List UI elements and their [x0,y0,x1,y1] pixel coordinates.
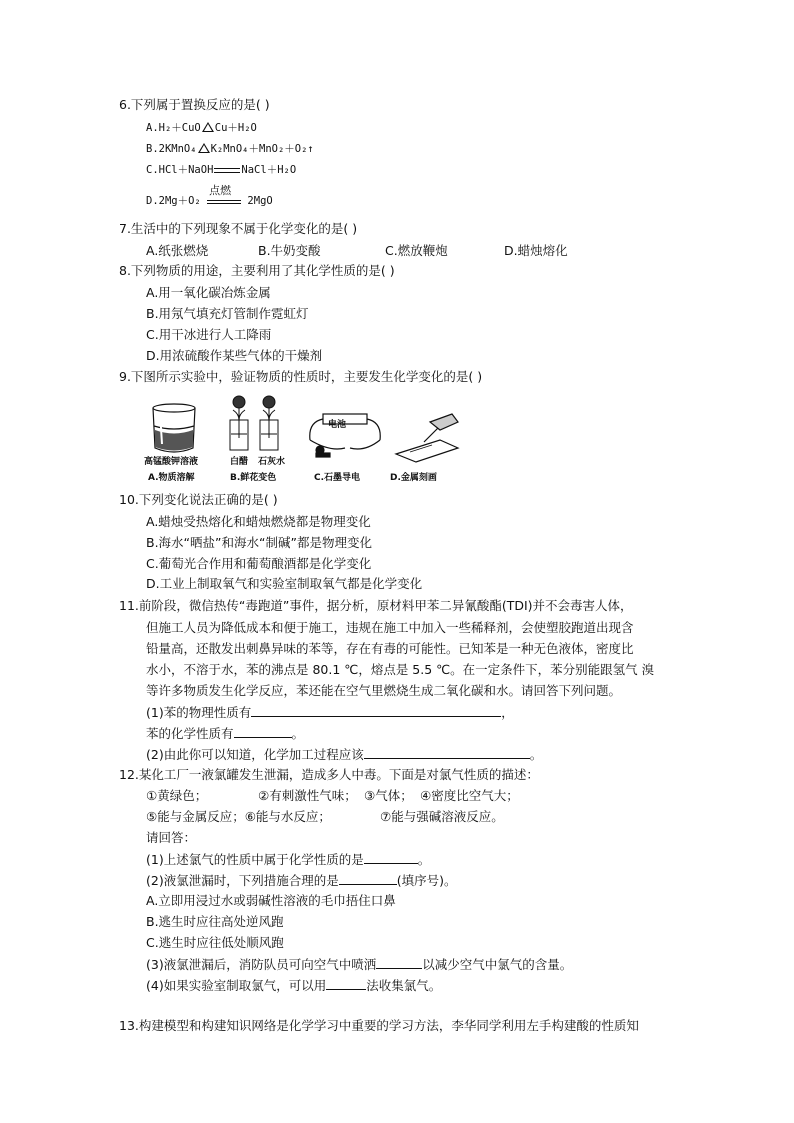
q12-prop: ②有刺激性气味； [258,788,357,803]
q11-line: 但施工人员为降低成本和便于施工，违规在施工中加入一些稀释剂，会使塑胶跑道出现含 [146,620,634,635]
q13-stem: 13.构建模型和构建知识网络是化学学习中重要的学习方法，李华同学利用左手构建酸的性质知 [119,1018,639,1033]
q6-option-a [146,120,257,136]
q6-b-products: K₂MnO₄＋MnO₂＋O₂↑ [210,143,314,155]
q8-option: D.用浓硫酸作某些气体的干燥剂 [146,348,323,363]
q6-stem: 6.下列属于置换反应的是( ) [119,97,270,112]
q9-figure [140,392,470,484]
q12-spray-blank[interactable] [376,956,422,969]
q7-option: D.蜡烛熔化 [504,243,568,258]
q11-part1a-text: (1)苯的物理性质有 [146,705,252,720]
q11-part2 [146,746,542,763]
metal-scratch-icon [396,414,458,462]
q10-option: A.蜡烛受热熔化和蜡烛燃烧都是物理变化 [146,514,371,529]
caption-d: D.金属刻画 [390,473,437,483]
q12-sub4 [146,977,441,994]
q6-option-d [146,184,273,209]
q8-option: B.用氖气填充灯管制作霓虹灯 [146,306,309,321]
q8-option: C.用干冰进行人工降雨 [146,327,272,342]
limewater-label: 石灰水 [258,457,286,467]
q12-measure-blank[interactable] [339,872,397,885]
q7-option: B.牛奶变酸 [258,243,321,258]
q8-stem: 8.下列物质的用途，主要利用了其化学性质的是( ) [119,263,395,278]
q12-prop: ④密度比空气大； [420,788,519,803]
caption-c: C.石墨导电 [314,473,361,483]
q11-chemical-blank[interactable] [234,725,292,738]
q10-option: D.工业上制取氧气和实验室制取氧气都是化学变化 [146,576,423,591]
q12-sub1 [146,851,430,868]
q11-part1b [146,725,304,742]
q6-option-c [146,162,296,178]
q11-line: 等许多物质发生化学反应，苯还能在空气里燃烧生成二氧化碳和水。请回答下列问题。 [146,683,622,698]
q10-option: C.葡萄光合作用和葡萄酿酒都是化学变化 [146,556,372,571]
q12-sub4-end: 法收集氯气。 [366,978,442,993]
q12-sub3-text: (3)液氯泄漏后，消防队员可向空气中喷洒 [146,957,377,972]
q9-stem: 9.下图所示实验中，验证物质的性质时，主要发生化学变化的是( ) [119,369,483,384]
battery-label: 电池 [328,420,347,430]
q12-collect-blank[interactable] [326,977,366,990]
q6-d-condition [207,184,241,204]
q12-prop: ⑤能与金属反应；⑥能与水反应； [146,809,331,824]
caption-b: B.鲜花变色 [230,473,277,483]
q6-c-reactants: C.HCl＋NaOH [146,164,214,176]
heat-triangle-icon [198,143,210,153]
q7-option: A.纸张燃烧 [146,243,209,258]
q11-line: 水小，不溶于水，苯的沸点是 80.1 ℃，熔点是 5.5 ℃。在一定条件下，苯分别能跟氢气 溴 [146,662,655,677]
q11-part1b-text: 苯的化学性质有 [146,726,234,741]
q12-sub4-text: (4)如果实验室制取氯气，可以用 [146,978,327,993]
q11-process-blank[interactable] [364,746,530,759]
heat-triangle-icon [202,122,214,132]
q8-option: A.用一氧化碳冶炼金属 [146,285,271,300]
q12-sub1-text: (1)上述氯气的性质中属于化学性质的是 [146,852,364,867]
vinegar-label: 白醋 [230,457,249,467]
q6-a-products: Cu＋H₂O [214,122,257,134]
q12-ask: 请回答： [146,830,197,845]
q11-part1b-end: 。 [291,726,305,741]
q11-part2-end: 。 [529,747,543,762]
q12-chem-props-blank[interactable] [364,851,418,864]
q6-b-reactants: B.2KMnO₄ [146,143,197,155]
q12-sub2-option: A.立即用浸过水或弱碱性溶液的毛巾捂住口鼻 [146,893,396,908]
q10-stem: 10.下列变化说法正确的是( ) [119,492,278,507]
q12-sub2-text: (2)液氯泄漏时，下列措施合理的是 [146,873,339,888]
q12-prop: ③气体； [364,788,413,803]
q11-line: 铅量高，还散发出刺鼻异味的苯等，存在有毒的可能性。已知苯是一种无色液体，密度比 [146,641,634,656]
q6-d-products: 2MgO [247,195,273,207]
q11-part1a-end: ， [501,705,514,720]
q7-option: C.燃放鞭炮 [385,243,448,258]
q7-stem: 7.生活中的下列现象不属于化学变化的是( ) [119,221,358,236]
q6-option-b [146,141,314,157]
equals-sign-icon [214,168,240,173]
q12-sub2-option: B.逃生时应往高处逆风跑 [146,914,284,929]
flower-cups-icon [230,396,278,450]
q6-d-reactants: D.2Mg＋O₂ [146,195,201,207]
caption-a: A.物质溶解 [148,473,195,483]
q11-part2-text: (2)由此你可以知道，化学加工过程应该 [146,747,364,762]
q12-stem: 12.某化工厂一液氯罐发生泄漏，造成多人中毒。下面是对氯气性质的描述： [119,767,539,782]
q6-c-products: NaCl＋H₂O [241,164,297,176]
q12-sub2-end: (填序号)。 [396,873,457,888]
q11-part1a [146,704,514,721]
beaker-label: 高锰酸钾溶液 [144,457,199,467]
q11-line: 11.前阶段，微信热传“毒跑道”事件，据分析，原材料甲苯二异氰酸酯(TDI)并不会毒害人体， [119,598,633,613]
q12-prop: ①黄绿色； [146,788,208,803]
q6-a-reactants: A.H₂＋CuO [146,122,201,134]
q11-physical-blank[interactable] [251,704,501,717]
q12-sub2 [146,872,456,889]
q10-option: B.海水“晒盐”和海水“制碱”都是物理变化 [146,535,372,550]
q12-sub1-end: 。 [417,852,431,867]
q12-sub3-end: 以减少空气中氯气的含量。 [422,957,573,972]
q6-d-condition-label: 点燃 [209,184,232,197]
q12-sub3 [146,956,572,973]
beaker-icon [153,404,195,452]
q12-sub2-option: C.逃生时应往低处顺风跑 [146,935,284,950]
q12-prop: ⑦能与强碱溶液反应。 [380,809,504,824]
